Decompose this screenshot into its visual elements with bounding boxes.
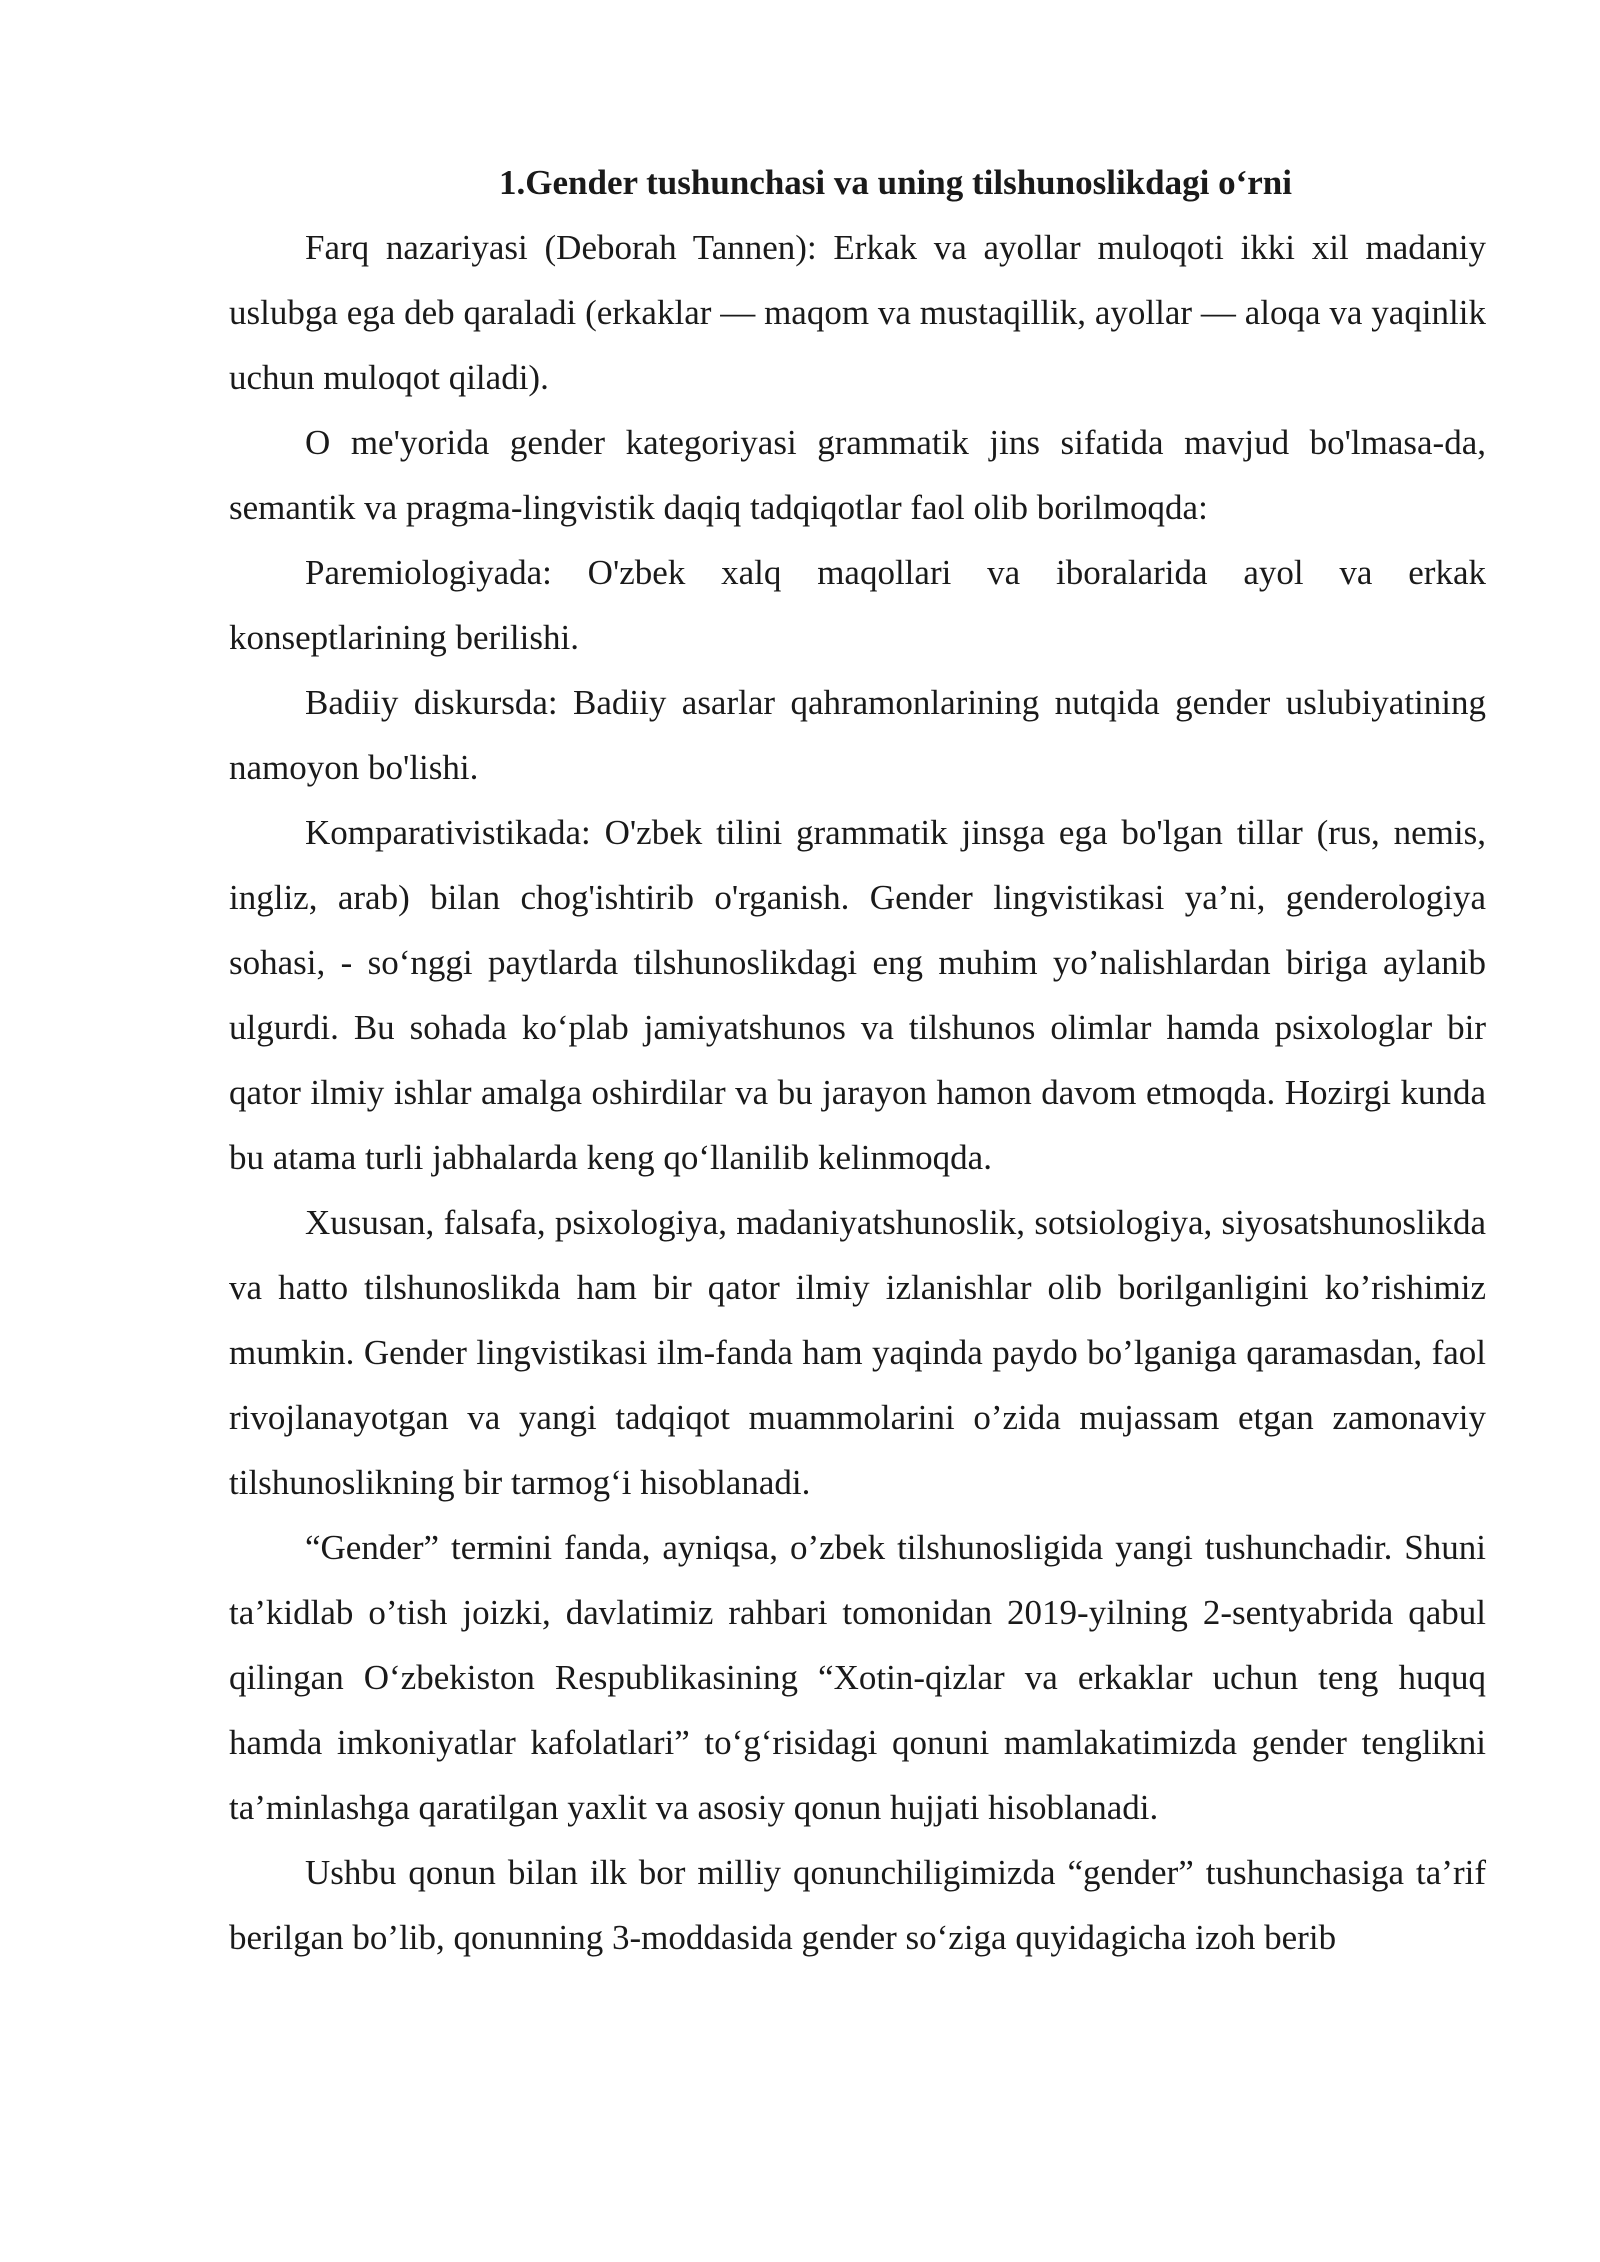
paragraph-farq-nazariyasi: Farq nazariyasi (Deborah Tannen): Erkak va ayollar muloqoti ikki xil madaniy uslubga ega deb qaraladi (erkaklar — maqom va mustaqillik, ayollar — aloqa va yaqinlik uchun muloqot qiladi).: [229, 228, 1486, 397]
paragraph-paremiologiya: Paremiologiyada: O'zbek xalq maqollari va iboralarida ayol va erkak konseptlarining berilishi.: [229, 553, 1486, 657]
paragraph-gender-kategoriyasi: O me'yorida gender kategoriyasi grammatik jins sifatida mavjud bo'lmasa-da, semantik va pragma-lingvistik daqiq tadqiqotlar faol olib borilmoqda:: [229, 423, 1486, 527]
paragraph-badiiy-diskurs: Badiiy diskursda: Badiiy asarlar qahramonlarining nutqida gender uslubiyatining namoyon bo'lishi.: [229, 683, 1486, 787]
paragraph-gender-termini: “Gender” termini fanda, ayniqsa, o’zbek tilshunosligida yangi tushunchadir. Shuni ta’kidlab o’tish joizki, davlatimiz rahbari tomonidan 2019-yilning 2-sentyabrida qabul qilingan O‘zbekiston Respublikasining “Xotin-qizlar va erkaklar uchun teng huquq hamda imkoniyatlar kafolatlari” to‘g‘risidagi qonuni mamlakatimizda gender tenglikni ta’minlashga qaratilgan yaxlit va asosiy qonun hujjati hisoblanadi.: [229, 1528, 1486, 1827]
paragraph-xususan: Xususan, falsafa, psixologiya, madaniyatshunoslik, sotsiologiya, siyosatshunoslikda va hatto tilshunoslikda ham bir qator ilmiy izlanishlar olib borilganligini ko’rishimiz mumkin. Gender lingvistikasi ilm-fanda ham yaqinda paydo bo’lganiga qaramasdan, faol rivojlanayotgan va yangi tadqiqot muammolarini o’zida mujassam etgan zamonaviy tilshunoslikning bir tarmog‘i hisoblanadi.: [229, 1203, 1486, 1502]
paragraph-komparativistika: Komparativistikada: O'zbek tilini grammatik jinsga ega bo'lgan tillar (rus, nemis, ingliz, arab) bilan chog'ishtirib o'rganish. Gender lingvistikasi ya’ni, genderologiya sohasi, - so‘nggi paytlarda tilshunoslikdagi eng muhim yo’nalishlardan biriga aylanib ulgurdi. Bu sohada ko‘plab jamiyatshunos va tilshunos olimlar hamda psixologlar bir qator ilmiy ishlar amalga oshirdilar va bu jarayon hamon davom etmoqda. Hozirgi kunda bu atama turli jabhalarda keng qo‘llanilib kelinmoqda.: [229, 813, 1486, 1177]
section-title: 1.Gender tushunchasi va uning tilshunoslikdagi o‘rni: [499, 163, 1292, 202]
document-body: [229, 150, 1486, 1970]
paragraph-ushbu-qonun: Ushbu qonun bilan ilk bor milliy qonunchiligimizda “gender” tushunchasiga ta’rif berilgan bo’lib, qonunning 3-moddasida gender so‘ziga quyidagicha izoh berib: [229, 1853, 1486, 1957]
